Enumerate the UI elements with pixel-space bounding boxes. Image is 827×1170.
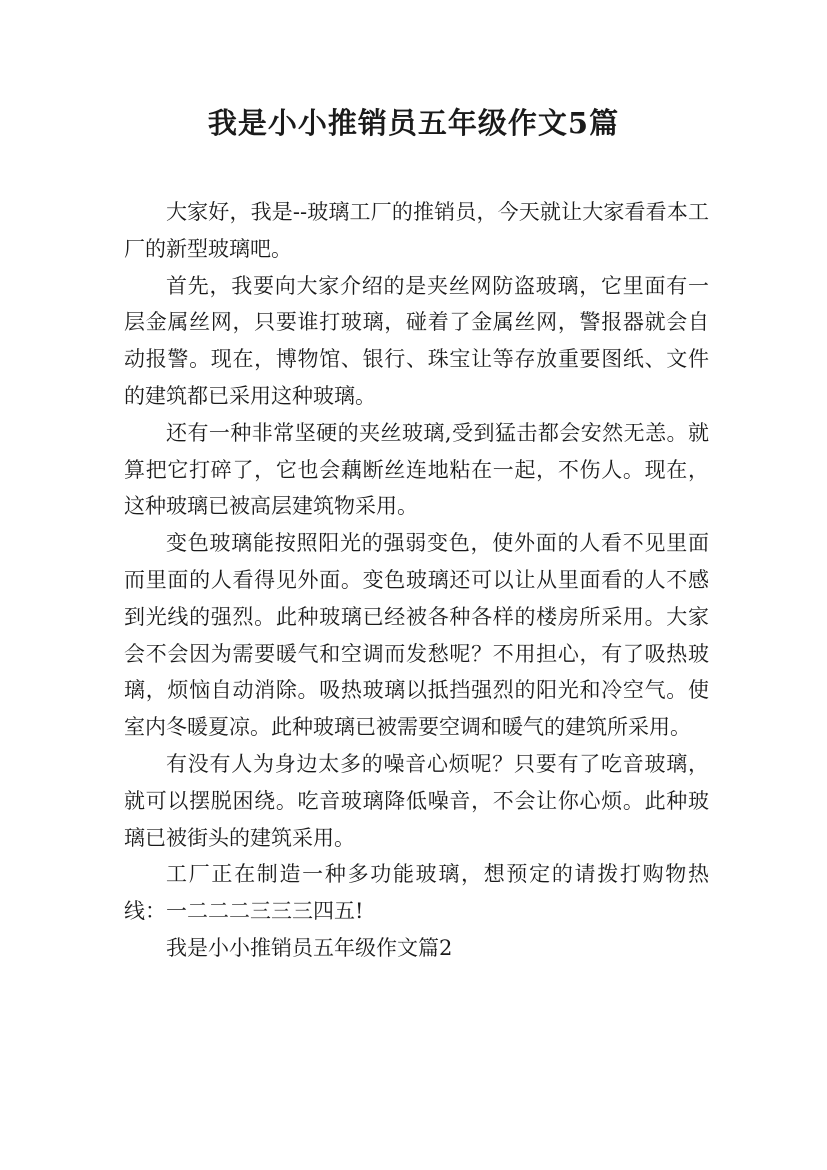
paragraph-3: 还有一种非常坚硬的夹丝玻璃,受到猛击都会安然无恙。就算把它打碎了，它也会藕断丝连地粘在一起，不伤人。现在，这种玻璃已被高层建筑物采用。 — [124, 420, 709, 519]
document-body — [124, 194, 709, 967]
paragraph-4: 变色玻璃能按照阳光的强弱变色，使外面的人看不见里面而里面的人看得见外面。变色玻璃还可以让从里面看的人不感到光线的强烈。此种玻璃已经被各种各样的楼房所采用。大家会不会因为需要暖气和空调而发愁呢？不用担心，有了吸热玻璃，烦恼自动消除。吸热玻璃以抵挡强烈的阳光和冷空气。使室内冬暖夏凉。此种玻璃已被需要空调和暖气的建筑所采用。 — [124, 531, 709, 740]
document-title: 我是小小推销员五年级作文5篇 — [207, 106, 620, 140]
paragraph-1: 大家好，我是--玻璃工厂的推销员，今天就让大家看看本工厂的新型玻璃吧。 — [124, 200, 709, 261]
section-heading-2: 我是小小推销员五年级作文篇2 — [166, 935, 453, 960]
paragraph-2: 首先，我要向大家介绍的是夹丝网防盗玻璃，它里面有一层金属丝网，只要谁打玻璃，碰着了金属丝网，警报器就会自动报警。现在，博物馆、银行、珠宝让等存放重要图纸、文件的建筑都已采用这种玻璃。 — [124, 273, 709, 408]
paragraph-6: 工厂正在制造一种多功能玻璃，想预定的请拨打购物热线：一二二二三三三四五! — [124, 862, 709, 924]
paragraph-5: 有没有人为身边太多的噪音心烦呢？只要有了吃音玻璃，就可以摆脱困绕。吃音玻璃降低噪音，不会让你心烦。此种玻璃已被街头的建筑采用。 — [124, 751, 709, 850]
